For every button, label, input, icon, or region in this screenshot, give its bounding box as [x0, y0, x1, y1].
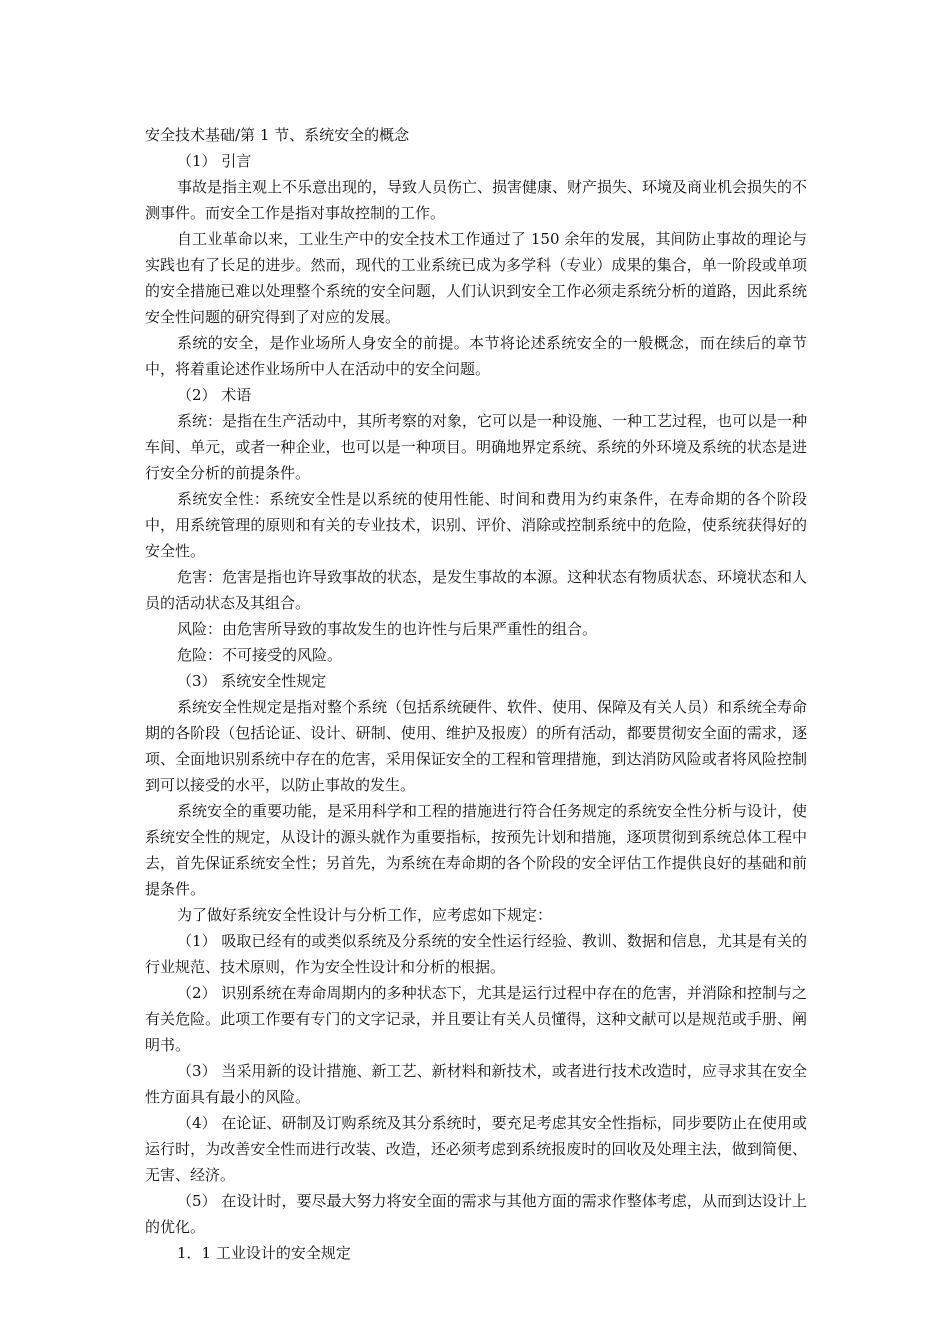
list-item-requirement-5: （5） 在设计时，要尽最大努力将安全面的需求与其他方面的需求作整体考虑，从而到达设计上的优化。 [145, 1192, 807, 1236]
list-item-requirement-3: （3） 当采用新的设计措施、新工艺、新材料和新技术，或者进行技术改造时，应寻求其在安全性方面具有最小的风险。 [145, 1062, 807, 1106]
paragraph: 自工业革命以来，工业生产中的安全技术工作通过了 150 余年的发展，其间防止事故的理论与实践也有了长足的进步。然而，现代的工业系统已成为多学科（专业）成果的集合，单一阶段或单项的安全措施已难以处理整个系统的安全问题，人们认识到安全工作必须走系统分析的道路，因此系统安全性问题的研究得到了对应的发展。 [145, 230, 807, 326]
section-heading-terms: （2） 术语 [177, 386, 252, 404]
paragraph: 为了做好系统安全性设计与分析工作，应考虑如下规定： [177, 906, 553, 924]
paragraph: 系统的安全，是作业场所人身安全的前提。本节将论述系统安全的一般概念，而在续后的章节中，将着重论述作业场所中人在活动中的安全问题。 [145, 334, 807, 378]
paragraph: 系统安全的重要功能，是采用科学和工程的措施进行符合任务规定的系统安全性分析与设计，使系统安全性的规定，从设计的源头就作为重要指标，按预先计划和措施，逐项贯彻到系统总体工程中去，首先保证系统安全性；另首先，为系统在寿命期的各个阶段的安全评估工作提供良好的基础和前提条件。 [145, 802, 808, 898]
section-heading-introduction: （1） 引言 [177, 152, 252, 170]
document-page [145, 122, 807, 1266]
list-item-requirement-2: （2） 识别系统在寿命周期内的多种状态下，尤其是运行过程中存在的危害，并消除和控制与之有关危险。此项工作要有专门的文字记录，并且要让有关人员懂得，这种文献可以是规范或手册、阐明书。 [145, 984, 807, 1054]
subsection-heading-industrial-design: 1．1 工业设计的安全规定 [177, 1244, 351, 1262]
paragraph-definition-system: 系统：是指在生产活动中，其所考察的对象，它可以是一种设施、一种工艺过程，也可以是一种车间、单元，或者一种企业，也可以是一种项目。明确地界定系统、系统的外环境及系统的状态是进行安全分析的前提条件。 [145, 412, 808, 482]
paragraph-definition-danger: 危险：不可接受的风险。 [177, 646, 343, 664]
list-item-requirement-1: （1） 吸取已经有的或类似系统及分系统的安全性运行经验、教训、数据和信息，尤其是有关的行业规范、技术原则，作为安全性设计和分析的根据。 [145, 932, 807, 976]
paragraph-definition-hazard: 危害：危害是指也许导致事故的状态，是发生事故的本源。这种状态有物质状态、环境状态和人员的活动状态及其组合。 [145, 568, 808, 612]
paragraph-definition-system-safety: 系统安全性：系统安全性是以系统的使用性能、时间和费用为约束条件，在寿命期的各个阶段中，用系统管理的原则和有关的专业技术，识别、评价、消除或控制系统中的危险，使系统获得好的安全性。 [145, 490, 807, 560]
section-heading-requirements: （3） 系统安全性规定 [177, 672, 327, 690]
paragraph: 事故是指主观上不乐意出现的，导致人员伤亡、损害健康、财产损失、环境及商业机会损失的不测事件。而安全工作是指对事故控制的工作。 [145, 178, 808, 222]
list-item-requirement-4: （4） 在论证、研制及订购系统及其分系统时，要充足考虑其安全性指标，同步要防止在使用或运行时，为改善安全性而进行改装、改造，还必须考虑到系统报废时的回收及处理主法，做到简便、无害、经济。 [145, 1114, 807, 1184]
paragraph: 系统安全性规定是指对整个系统（包括系统硬件、软件、使用、保障及有关人员）和系统全寿命期的各阶段（包括论证、设计、研制、使用、维护及报废）的所有活动，都要贯彻安全面的需求，逐项、全面地识别系统中存在的危害，采用保证安全的工程和管理措施，到达消防风险或者将风险控制到可以接受的水平，以防止事故的发生。 [145, 698, 808, 794]
paragraph-definition-risk: 风险：由危害所导致的事故发生的也许性与后果严重性的组合。 [177, 620, 598, 638]
document-title: 安全技术基础/第 1 节、系统安全的概念 [145, 126, 410, 144]
